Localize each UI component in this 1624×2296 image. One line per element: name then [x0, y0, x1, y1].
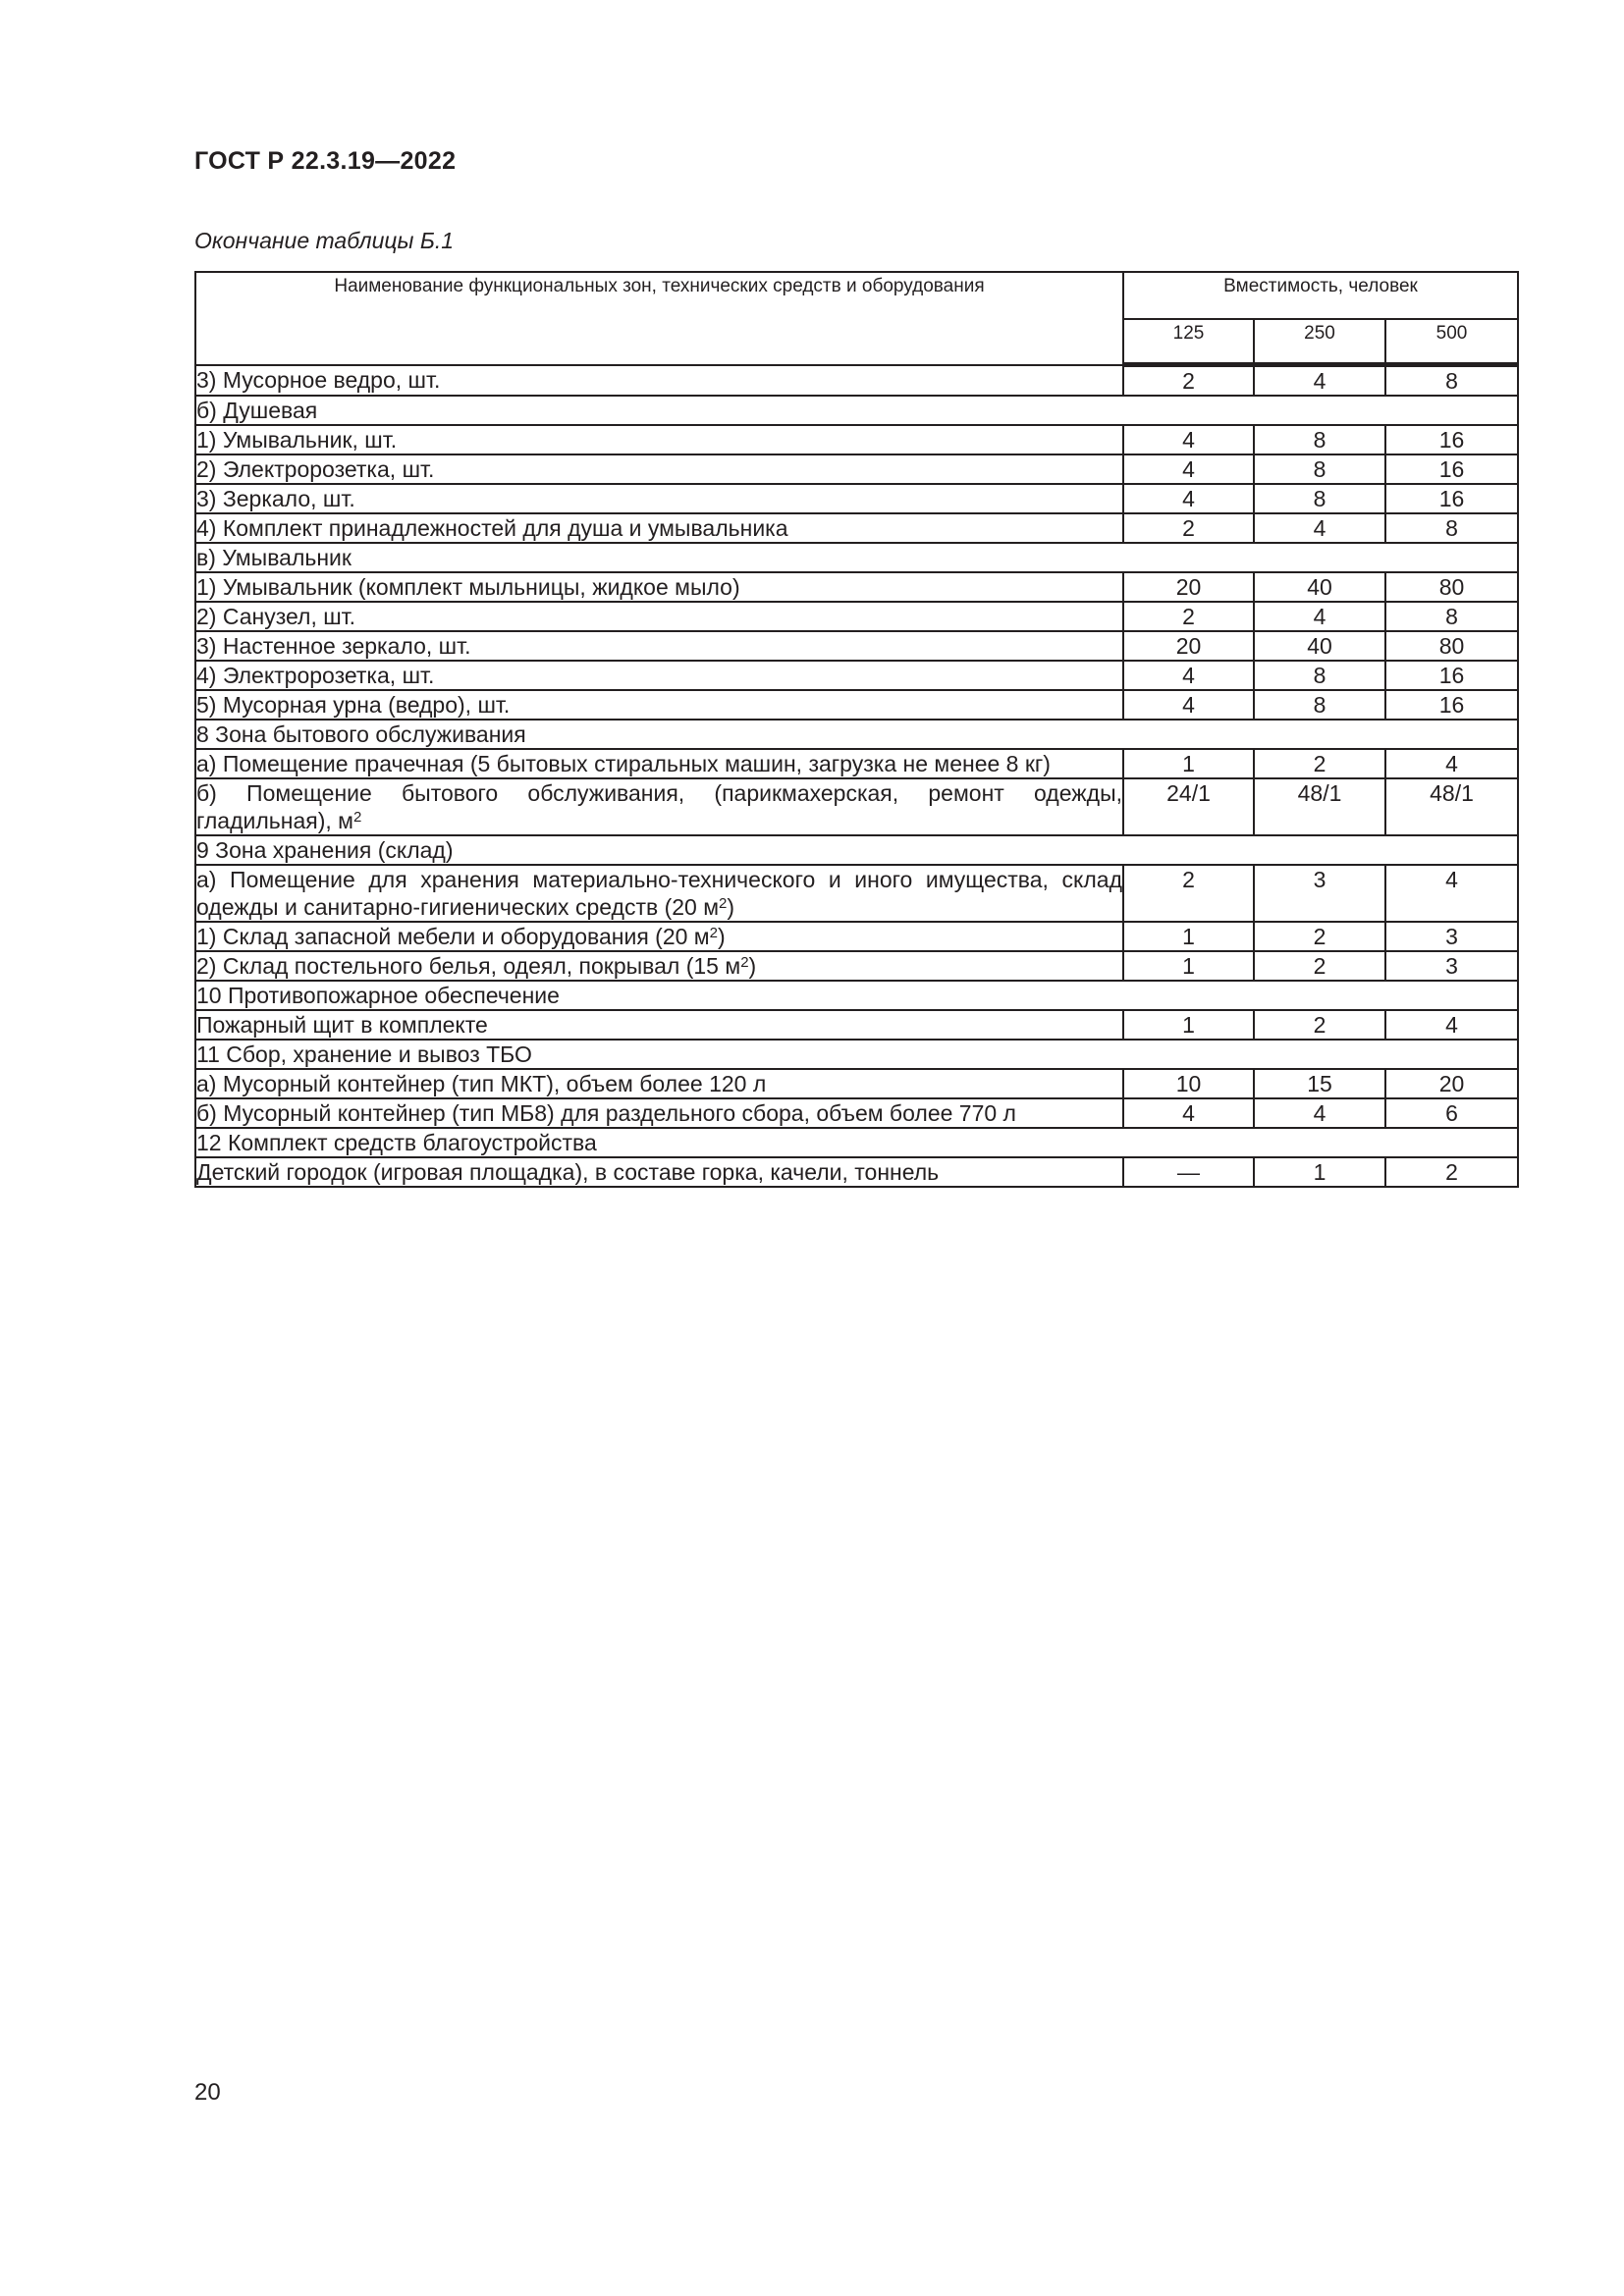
value-cell-500: 8: [1385, 513, 1518, 543]
section-title: 8 Зона бытового обслуживания: [195, 720, 1518, 749]
value-cell-250: 40: [1254, 631, 1385, 661]
value-cell-500: 8: [1385, 365, 1518, 397]
table-section-row: [195, 396, 1518, 425]
item-name: 1) Умывальник (комплект мыльницы, жидкое мыло): [196, 574, 740, 600]
table-row: [195, 865, 1518, 922]
value-cell-125: 2: [1123, 602, 1254, 631]
value-cell-125: 4: [1123, 1098, 1254, 1128]
item-name-cell: [195, 1157, 1123, 1187]
section-title: в) Умывальник: [195, 543, 1518, 572]
value-cell-500: 20: [1385, 1069, 1518, 1098]
value-cell-125: 4: [1123, 454, 1254, 484]
item-name-cell: [195, 365, 1123, 397]
item-name-tail: ): [717, 924, 726, 949]
item-name-cell: [195, 631, 1123, 661]
item-name: а) Помещение прачечная (5 бытовых стиральных машин, загрузка не менее 8 кг): [196, 751, 1051, 776]
item-name-tail: ): [727, 894, 735, 920]
value-cell-250: 2: [1254, 749, 1385, 778]
item-name-cell: [195, 1069, 1123, 1098]
table-row: [195, 425, 1518, 454]
value-cell-250: 1: [1254, 1157, 1385, 1187]
item-name: Пожарный щит в комплекте: [196, 1012, 488, 1038]
value-cell-125: 2: [1123, 865, 1254, 922]
table-row: [195, 1157, 1518, 1187]
value-cell-250: 2: [1254, 1010, 1385, 1040]
table-row: [195, 778, 1518, 835]
value-cell-125: 2: [1123, 365, 1254, 397]
value-cell-125: —: [1123, 1157, 1254, 1187]
value-cell-500: 3: [1385, 922, 1518, 951]
item-name: 1) Умывальник, шт.: [196, 427, 398, 453]
value-cell-125: 4: [1123, 690, 1254, 720]
table-row: [195, 365, 1518, 397]
value-cell-125: 4: [1123, 484, 1254, 513]
value-cell-500: 4: [1385, 1010, 1518, 1040]
value-cell-250: 2: [1254, 951, 1385, 981]
value-cell-250: 8: [1254, 425, 1385, 454]
value-cell-125: 1: [1123, 922, 1254, 951]
table-row: [195, 454, 1518, 484]
item-name: 3) Мусорное ведро, шт.: [196, 366, 441, 393]
item-name: 2) Склад постельного белья, одеял, покрывал (15 м: [196, 953, 741, 979]
section-title: 10 Противопожарное обеспечение: [195, 981, 1518, 1010]
item-name-cell: [195, 1010, 1123, 1040]
table-section-row: [195, 1128, 1518, 1157]
value-cell-500: 4: [1385, 749, 1518, 778]
table-row: [195, 1098, 1518, 1128]
value-cell-125: 1: [1123, 951, 1254, 981]
value-cell-250: 40: [1254, 572, 1385, 602]
value-cell-125: 4: [1123, 661, 1254, 690]
column-header-capacity: Вместимость, человек: [1123, 272, 1518, 319]
table-section-row: [195, 981, 1518, 1010]
column-header-250: 250: [1254, 319, 1385, 365]
value-cell-250: 8: [1254, 690, 1385, 720]
item-name: 5) Мусорная урна (ведро), шт.: [196, 692, 511, 718]
item-name-tail: ): [748, 953, 757, 979]
value-cell-125: 2: [1123, 513, 1254, 543]
item-name-cell: [195, 602, 1123, 631]
document-code: ГОСТ Р 22.3.19—2022: [194, 147, 457, 175]
section-title: 12 Комплект средств благоустройства: [195, 1128, 1518, 1157]
item-name-cell: [195, 1098, 1123, 1128]
value-cell-500: 80: [1385, 631, 1518, 661]
item-name: 4) Комплект принадлежностей для душа и умывальника: [196, 515, 788, 541]
value-cell-500: 2: [1385, 1157, 1518, 1187]
page-number: 20: [194, 2079, 221, 2106]
value-cell-125: 20: [1123, 631, 1254, 661]
value-cell-500: 3: [1385, 951, 1518, 981]
value-cell-250: 15: [1254, 1069, 1385, 1098]
table-section-row: [195, 835, 1518, 865]
value-cell-125: 1: [1123, 749, 1254, 778]
unit-superscript: 2: [740, 954, 749, 971]
table-row: [195, 631, 1518, 661]
table-section-row: [195, 720, 1518, 749]
item-name-cell: [195, 454, 1123, 484]
value-cell-250: 48/1: [1254, 778, 1385, 835]
item-name-cell: [195, 690, 1123, 720]
value-cell-250: 8: [1254, 661, 1385, 690]
value-cell-500: 4: [1385, 865, 1518, 922]
item-name: 2) Санузел, шт.: [196, 604, 356, 629]
table-row: [195, 749, 1518, 778]
column-header-500: 500: [1385, 319, 1518, 365]
table-row: [195, 661, 1518, 690]
value-cell-250: 3: [1254, 865, 1385, 922]
item-name: б) Мусорный контейнер (тип МБ8) для раздельного сбора, объем более 770 л: [196, 1100, 1016, 1126]
table-row: [195, 951, 1518, 981]
section-title: б) Душевая: [195, 396, 1518, 425]
item-name-cell: [195, 749, 1123, 778]
column-header-125: 125: [1123, 319, 1254, 365]
table-row: [195, 1069, 1518, 1098]
value-cell-250: 4: [1254, 1098, 1385, 1128]
item-name-cell: [195, 922, 1123, 951]
column-header-name: Наименование функциональных зон, технических средств и оборудования: [195, 272, 1123, 365]
item-name-cell: [195, 865, 1123, 922]
item-name-cell: [195, 778, 1123, 835]
table-row: [195, 690, 1518, 720]
unit-superscript: 2: [709, 925, 718, 941]
table-body: [195, 365, 1518, 1188]
item-name: 2) Электророзетка, шт.: [196, 456, 435, 482]
section-title: 11 Сбор, хранение и вывоз ТБО: [195, 1040, 1518, 1069]
item-name: Детский городок (игровая площадка), в составе горка, качели, тоннель: [196, 1159, 940, 1185]
unit-superscript: 2: [352, 809, 362, 826]
value-cell-500: 80: [1385, 572, 1518, 602]
table-row: [195, 602, 1518, 631]
item-name-cell: [195, 951, 1123, 981]
item-name-cell: [195, 572, 1123, 602]
table-row: [195, 572, 1518, 602]
value-cell-250: 4: [1254, 365, 1385, 397]
value-cell-500: 16: [1385, 425, 1518, 454]
unit-superscript: 2: [719, 895, 728, 912]
value-cell-250: 4: [1254, 602, 1385, 631]
value-cell-125: 24/1: [1123, 778, 1254, 835]
item-name: 1) Склад запасной мебели и оборудования (20 м: [196, 924, 710, 949]
value-cell-250: 2: [1254, 922, 1385, 951]
value-cell-250: 8: [1254, 484, 1385, 513]
table-row: [195, 484, 1518, 513]
table-row: [195, 1010, 1518, 1040]
section-title: 9 Зона хранения (склад): [195, 835, 1518, 865]
item-name-cell: [195, 484, 1123, 513]
table-section-row: [195, 543, 1518, 572]
value-cell-125: 10: [1123, 1069, 1254, 1098]
value-cell-125: 4: [1123, 425, 1254, 454]
value-cell-125: 1: [1123, 1010, 1254, 1040]
item-name: б) Помещение бытового обслуживания, (парикмахерская, ремонт одежды, гладильная), м: [196, 780, 1122, 833]
table-row: [195, 513, 1518, 543]
value-cell-125: 20: [1123, 572, 1254, 602]
table-caption: Окончание таблицы Б.1: [194, 228, 455, 253]
item-name: а) Мусорный контейнер (тип МКТ), объем более 120 л: [196, 1071, 767, 1096]
value-cell-500: 16: [1385, 690, 1518, 720]
value-cell-500: 48/1: [1385, 778, 1518, 835]
table-section-row: [195, 1040, 1518, 1069]
value-cell-500: 8: [1385, 602, 1518, 631]
value-cell-500: 16: [1385, 454, 1518, 484]
item-name-cell: [195, 661, 1123, 690]
value-cell-250: 4: [1254, 513, 1385, 543]
item-name-cell: [195, 425, 1123, 454]
item-name-cell: [195, 513, 1123, 543]
value-cell-500: 16: [1385, 661, 1518, 690]
value-cell-250: 8: [1254, 454, 1385, 484]
item-name: 4) Электророзетка, шт.: [196, 663, 435, 688]
table-row: [195, 922, 1518, 951]
equipment-table: [194, 271, 1519, 1188]
item-name: 3) Настенное зеркало, шт.: [196, 633, 471, 659]
value-cell-500: 16: [1385, 484, 1518, 513]
value-cell-500: 6: [1385, 1098, 1518, 1128]
item-name: а) Помещение для хранения материально-технического и иного имущества, склад одежды и санитарно-гигиенических средств (20 м: [196, 867, 1122, 920]
item-name: 3) Зеркало, шт.: [196, 486, 355, 511]
